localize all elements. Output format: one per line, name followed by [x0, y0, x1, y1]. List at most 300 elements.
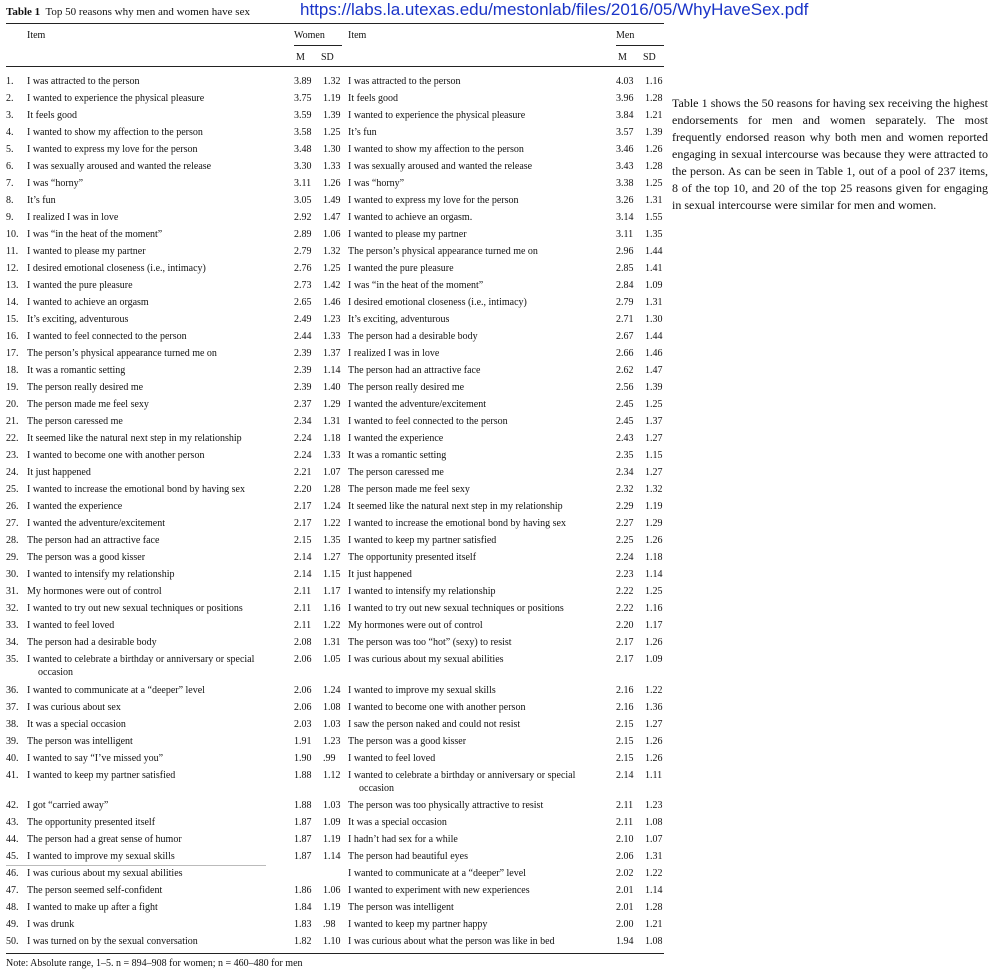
- women-mean: 2.73: [294, 280, 312, 291]
- row-number: 1.: [6, 76, 14, 87]
- men-mean: 2.00: [616, 919, 634, 930]
- men-mean: 3.96: [616, 93, 634, 104]
- women-sd: 1.23: [323, 314, 341, 325]
- women-mean: 3.75: [294, 93, 312, 104]
- men-mean: 2.15: [616, 719, 634, 730]
- men-mean: 1.94: [616, 936, 634, 947]
- men-reason: I was curious about my sexual abilities: [348, 654, 504, 665]
- women-reason: The person was intelligent: [27, 736, 133, 747]
- women-sd: 1.33: [323, 331, 341, 342]
- men-reason: I wanted to express my love for the person: [348, 195, 519, 206]
- women-mean: 1.87: [294, 851, 312, 862]
- women-mean: 2.17: [294, 518, 312, 529]
- women-sd: 1.17: [323, 586, 341, 597]
- men-mean: 3.14: [616, 212, 634, 223]
- men-reason: I wanted to keep my partner happy: [348, 919, 488, 930]
- men-reason: I was “in the heat of the moment”: [348, 280, 484, 291]
- men-sd: 1.21: [645, 919, 663, 930]
- women-sd: 1.25: [323, 127, 341, 138]
- men-mean: 2.11: [616, 800, 634, 811]
- row-number: 2.: [6, 93, 14, 104]
- row-number: 44.: [6, 834, 19, 845]
- men-mean: 3.11: [616, 229, 634, 240]
- men-reason: It just happened: [348, 569, 412, 580]
- row-number: 23.: [6, 450, 19, 461]
- men-reason: I wanted the pure pleasure: [348, 263, 454, 274]
- women-sd: 1.39: [323, 110, 341, 121]
- men-mean: 2.25: [616, 535, 634, 546]
- men-mean: 2.84: [616, 280, 634, 291]
- women-mean: 2.39: [294, 365, 312, 376]
- row-number: 4.: [6, 127, 14, 138]
- women-reason: I was sexually aroused and wanted the release: [27, 161, 212, 172]
- men-sd: 1.27: [645, 433, 663, 444]
- row-number: 9.: [6, 212, 14, 223]
- men-mean: 3.38: [616, 178, 634, 189]
- women-sd: 1.22: [323, 518, 341, 529]
- men-sd: 1.09: [645, 654, 663, 665]
- header-men: Men: [616, 30, 635, 41]
- women-mean: 2.06: [294, 702, 312, 713]
- men-reason: It was a special occasion: [348, 817, 447, 828]
- men-reason-continued: occasion: [359, 783, 394, 794]
- row-number: 18.: [6, 365, 19, 376]
- women-reason: I wanted to show my affection to the person: [27, 127, 203, 138]
- men-reason: I wanted the adventure/excitement: [348, 399, 486, 410]
- women-reason: I got “carried away”: [27, 800, 109, 811]
- women-reason: The person had a desirable body: [27, 637, 157, 648]
- women-reason: The person caressed me: [27, 416, 123, 427]
- women-mean: 2.06: [294, 685, 312, 696]
- men-mean: 3.46: [616, 144, 634, 155]
- table-title: Top 50 reasons why men and women have sex: [45, 6, 250, 18]
- men-reason: The person had a desirable body: [348, 331, 478, 342]
- men-reason: I wanted to keep my partner satisfied: [348, 535, 497, 546]
- men-mean: 2.45: [616, 399, 634, 410]
- women-sd: 1.31: [323, 416, 341, 427]
- women-mean: 1.91: [294, 736, 312, 747]
- men-reason: I wanted to become one with another person: [348, 702, 526, 713]
- men-sd: 1.21: [645, 110, 663, 121]
- men-sd: 1.14: [645, 885, 663, 896]
- women-reason: I wanted to celebrate a birthday or anniversary or special: [27, 654, 255, 665]
- women-header-rule: [294, 45, 342, 46]
- women-reason: I desired emotional closeness (i.e., intimacy): [27, 263, 206, 274]
- men-sd: 1.29: [645, 518, 663, 529]
- row-number: 49.: [6, 919, 19, 930]
- women-sd: 1.42: [323, 280, 341, 291]
- row-number: 19.: [6, 382, 19, 393]
- women-sd: 1.31: [323, 637, 341, 648]
- women-reason: It was a special occasion: [27, 719, 126, 730]
- source-url-link[interactable]: https://labs.la.utexas.edu/mestonlab/files/2016/05/WhyHaveSex.pdf: [300, 0, 809, 19]
- men-mean: 2.24: [616, 552, 634, 563]
- men-sd: 1.28: [645, 161, 663, 172]
- men-sd: 1.26: [645, 144, 663, 155]
- women-mean: 1.87: [294, 817, 312, 828]
- women-mean: 2.24: [294, 433, 312, 444]
- men-sd: 1.31: [645, 851, 663, 862]
- women-reason: The person had a great sense of humor: [27, 834, 182, 845]
- women-sd: 1.03: [323, 800, 341, 811]
- women-mean: 1.87: [294, 834, 312, 845]
- women-reason: I wanted to keep my partner satisfied: [27, 770, 176, 781]
- men-sd: 1.55: [645, 212, 663, 223]
- men-reason: The person was intelligent: [348, 902, 454, 913]
- row-number: 27.: [6, 518, 19, 529]
- men-sd: 1.19: [645, 501, 663, 512]
- men-sd: 1.37: [645, 416, 663, 427]
- men-mean: 2.14: [616, 770, 634, 781]
- row-number: 35.: [6, 654, 19, 665]
- row-number: 16.: [6, 331, 19, 342]
- women-mean: 3.48: [294, 144, 312, 155]
- men-sd: 1.08: [645, 817, 663, 828]
- men-sd: 1.41: [645, 263, 663, 274]
- women-reason: I wanted to become one with another person: [27, 450, 205, 461]
- women-mean: 1.83: [294, 919, 312, 930]
- women-reason: The person really desired me: [27, 382, 144, 393]
- men-reason: The person was too physically attractive to resist: [348, 800, 544, 811]
- women-reason: The opportunity presented itself: [27, 817, 156, 828]
- women-reason: I realized I was in love: [27, 212, 119, 223]
- row-number: 39.: [6, 736, 19, 747]
- women-mean: 2.49: [294, 314, 312, 325]
- row-number: 50.: [6, 936, 19, 947]
- women-reason: I wanted to try out new sexual techniques or positions: [27, 603, 243, 614]
- men-mean: 2.79: [616, 297, 634, 308]
- women-sd: 1.19: [323, 834, 341, 845]
- men-mean: 2.34: [616, 467, 634, 478]
- women-reason: I wanted to experience the physical pleasure: [27, 93, 205, 104]
- women-mean: 2.34: [294, 416, 312, 427]
- men-mean: 2.11: [616, 817, 634, 828]
- women-mean: 2.17: [294, 501, 312, 512]
- men-reason: I realized I was in love: [348, 348, 440, 359]
- men-header-rule: [616, 45, 664, 46]
- women-mean: 2.44: [294, 331, 312, 342]
- men-sd: 1.28: [645, 93, 663, 104]
- header-men-sd: SD: [643, 52, 656, 63]
- women-mean: 1.86: [294, 885, 312, 896]
- men-reason: I wanted to achieve an orgasm.: [348, 212, 473, 223]
- women-sd: 1.03: [323, 719, 341, 730]
- women-reason: I was curious about sex: [27, 702, 121, 713]
- men-sd: 1.22: [645, 868, 663, 879]
- row-number: 33.: [6, 620, 19, 631]
- row-number: 22.: [6, 433, 19, 444]
- men-sd: 1.11: [645, 770, 663, 781]
- women-mean: 2.06: [294, 654, 312, 665]
- women-sd: 1.18: [323, 433, 341, 444]
- women-mean: 1.82: [294, 936, 312, 947]
- women-reason: I was “horny”: [27, 178, 84, 189]
- row-number: 6.: [6, 161, 14, 172]
- row-number: 30.: [6, 569, 19, 580]
- row-number: 10.: [6, 229, 19, 240]
- women-sd: 1.08: [323, 702, 341, 713]
- men-mean: 2.22: [616, 603, 634, 614]
- row-number: 47.: [6, 885, 19, 896]
- men-reason: I wanted to intensify my relationship: [348, 586, 496, 597]
- row-number: 40.: [6, 753, 19, 764]
- women-sd: 1.32: [323, 76, 341, 87]
- women-sd: 1.24: [323, 501, 341, 512]
- men-sd: 1.16: [645, 76, 663, 87]
- women-sd: 1.25: [323, 263, 341, 274]
- men-reason: The person made me feel sexy: [348, 484, 470, 495]
- women-sd: 1.32: [323, 246, 341, 257]
- men-reason: I wanted to celebrate a birthday or anniversary or special: [348, 770, 576, 781]
- women-mean: 2.11: [294, 620, 312, 631]
- men-sd: 1.31: [645, 297, 663, 308]
- men-sd: 1.32: [645, 484, 663, 495]
- women-reason: It seemed like the natural next step in my relationship: [27, 433, 242, 444]
- row-number: 48.: [6, 902, 19, 913]
- women-mean: 2.14: [294, 569, 312, 580]
- women-reason: I wanted to communicate at a “deeper” level: [27, 685, 205, 696]
- women-mean: 2.03: [294, 719, 312, 730]
- men-reason: The person had an attractive face: [348, 365, 481, 376]
- men-reason: I wanted to improve my sexual skills: [348, 685, 496, 696]
- header-item-left: Item: [27, 30, 46, 41]
- men-reason: I wanted to try out new sexual techniques or positions: [348, 603, 564, 614]
- row-number: 20.: [6, 399, 19, 410]
- men-sd: 1.46: [645, 348, 663, 359]
- header-women: Women: [294, 30, 325, 41]
- men-reason: I was attracted to the person: [348, 76, 461, 87]
- men-mean: 2.15: [616, 753, 634, 764]
- women-mean: 1.88: [294, 770, 312, 781]
- women-mean: 3.58: [294, 127, 312, 138]
- women-reason: I wanted to achieve an orgasm: [27, 297, 149, 308]
- row-number: 8.: [6, 195, 14, 206]
- women-mean: 2.39: [294, 348, 312, 359]
- women-reason: I wanted the pure pleasure: [27, 280, 133, 291]
- women-reason: I was curious about my sexual abilities: [27, 868, 183, 879]
- women-sd: 1.49: [323, 195, 341, 206]
- women-reason: The person made me feel sexy: [27, 399, 149, 410]
- women-reason: It feels good: [27, 110, 77, 121]
- women-reason: I wanted to feel connected to the person: [27, 331, 187, 342]
- row-number: 7.: [6, 178, 14, 189]
- men-mean: 2.17: [616, 654, 634, 665]
- women-sd: 1.28: [323, 484, 341, 495]
- row-number: 5.: [6, 144, 14, 155]
- row-number: 25.: [6, 484, 19, 495]
- women-sd: 1.10: [323, 936, 341, 947]
- women-reason: I wanted to say “I’ve missed you”: [27, 753, 164, 764]
- men-mean: 3.84: [616, 110, 634, 121]
- header-men-m: M: [618, 52, 627, 63]
- women-sd: 1.06: [323, 229, 341, 240]
- men-reason: I wanted to increase the emotional bond by having sex: [348, 518, 566, 529]
- men-reason: I wanted to feel connected to the person: [348, 416, 508, 427]
- row-number: 24.: [6, 467, 19, 478]
- women-reason: I wanted to improve my sexual skills: [27, 851, 175, 862]
- men-sd: 1.07: [645, 834, 663, 845]
- men-sd: 1.25: [645, 399, 663, 410]
- women-reason: I wanted to express my love for the person: [27, 144, 198, 155]
- men-sd: 1.26: [645, 753, 663, 764]
- men-sd: 1.25: [645, 178, 663, 189]
- men-reason: It feels good: [348, 93, 398, 104]
- men-sd: 1.08: [645, 936, 663, 947]
- men-reason: I saw the person naked and could not resist: [348, 719, 521, 730]
- men-sd: 1.30: [645, 314, 663, 325]
- row-number: 34.: [6, 637, 19, 648]
- men-mean: 4.03: [616, 76, 634, 87]
- row-number: 32.: [6, 603, 19, 614]
- men-sd: 1.28: [645, 902, 663, 913]
- women-mean: 2.20: [294, 484, 312, 495]
- women-sd: 1.19: [323, 902, 341, 913]
- bottom-rule: [6, 953, 664, 954]
- women-mean: 3.11: [294, 178, 312, 189]
- women-sd: 1.07: [323, 467, 341, 478]
- women-reason: I wanted the experience: [27, 501, 123, 512]
- women-mean: 3.30: [294, 161, 312, 172]
- women-sd: 1.29: [323, 399, 341, 410]
- men-mean: 2.06: [616, 851, 634, 862]
- row-number: 13.: [6, 280, 19, 291]
- women-sd: .99: [323, 753, 336, 764]
- men-mean: 3.26: [616, 195, 634, 206]
- men-mean: 2.62: [616, 365, 634, 376]
- women-sd: 1.23: [323, 736, 341, 747]
- men-reason: The person had beautiful eyes: [348, 851, 468, 862]
- men-mean: 2.16: [616, 685, 634, 696]
- row-number: 17.: [6, 348, 19, 359]
- men-sd: 1.27: [645, 719, 663, 730]
- row-number: 45.: [6, 851, 19, 862]
- men-reason: I wanted the experience: [348, 433, 444, 444]
- women-reason: I wanted the adventure/excitement: [27, 518, 165, 529]
- men-reason: The person was a good kisser: [348, 736, 467, 747]
- men-sd: 1.47: [645, 365, 663, 376]
- women-reason: It was a romantic setting: [27, 365, 126, 376]
- men-reason: I wanted to please my partner: [348, 229, 467, 240]
- row-number: 37.: [6, 702, 19, 713]
- women-mean: 2.14: [294, 552, 312, 563]
- women-mean: 3.59: [294, 110, 312, 121]
- header-item-right: Item: [348, 30, 367, 41]
- women-reason: I wanted to make up after a fight: [27, 902, 158, 913]
- women-sd: 1.09: [323, 817, 341, 828]
- women-sd: 1.26: [323, 178, 341, 189]
- women-sd: 1.16: [323, 603, 341, 614]
- table-label: Table 1: [6, 6, 41, 18]
- body-paragraph: Table 1 shows the 50 reasons for having sex receiving the highest endorsements for men and women separately. The most frequently endorsed reason why both men and women reported engaging in sexual intercourse was because they were attracted to the person. As can be seen in Table 1, out of a pool of 237 items, 8 of the top 10, and 20 of the top 25 reasons given for engaging in sexual intercourse were similar for men and women.: [672, 96, 988, 212]
- women-reason: I wanted to increase the emotional bond by having sex: [27, 484, 245, 495]
- women-mean: 2.89: [294, 229, 312, 240]
- row-number: 46.: [6, 868, 19, 879]
- women-sd: 1.14: [323, 851, 341, 862]
- scan-line: [6, 865, 266, 866]
- women-mean: 1.90: [294, 753, 312, 764]
- men-sd: 1.25: [645, 586, 663, 597]
- women-mean: 2.79: [294, 246, 312, 257]
- women-sd: 1.33: [323, 161, 341, 172]
- men-sd: 1.26: [645, 535, 663, 546]
- men-sd: 1.44: [645, 331, 663, 342]
- women-mean: 2.92: [294, 212, 312, 223]
- men-sd: 1.39: [645, 127, 663, 138]
- women-sd: 1.35: [323, 535, 341, 546]
- men-reason: It seemed like the natural next step in my relationship: [348, 501, 563, 512]
- row-number: 12.: [6, 263, 19, 274]
- women-sd: 1.14: [323, 365, 341, 376]
- men-mean: 2.32: [616, 484, 634, 495]
- men-mean: 2.71: [616, 314, 634, 325]
- men-sd: 1.26: [645, 736, 663, 747]
- men-mean: 2.45: [616, 416, 634, 427]
- women-sd: 1.05: [323, 654, 341, 665]
- men-mean: 2.01: [616, 902, 634, 913]
- men-sd: 1.36: [645, 702, 663, 713]
- men-mean: 2.16: [616, 702, 634, 713]
- women-reason: I wanted to intensify my relationship: [27, 569, 175, 580]
- men-reason: It was a romantic setting: [348, 450, 447, 461]
- men-mean: 2.23: [616, 569, 634, 580]
- women-mean: 2.21: [294, 467, 312, 478]
- women-reason: It’s fun: [27, 195, 56, 206]
- men-mean: 2.20: [616, 620, 634, 631]
- men-reason: The person was too “hot” (sexy) to resist: [348, 637, 512, 648]
- men-reason: I wanted to feel loved: [348, 753, 436, 764]
- men-reason: I wanted to show my affection to the person: [348, 144, 524, 155]
- men-reason: I wanted to experience the physical pleasure: [348, 110, 526, 121]
- men-sd: 1.27: [645, 467, 663, 478]
- women-mean: 2.11: [294, 586, 312, 597]
- men-reason: My hormones were out of control: [348, 620, 483, 631]
- header-women-m: M: [296, 52, 305, 63]
- row-number: 38.: [6, 719, 19, 730]
- row-number: 29.: [6, 552, 19, 563]
- men-mean: 2.17: [616, 637, 634, 648]
- women-reason: I was turned on by the sexual conversation: [27, 936, 198, 947]
- men-sd: 1.18: [645, 552, 663, 563]
- men-mean: 2.56: [616, 382, 634, 393]
- women-sd: .98: [323, 919, 336, 930]
- women-mean: 2.65: [294, 297, 312, 308]
- women-sd: 1.24: [323, 685, 341, 696]
- men-mean: 2.27: [616, 518, 634, 529]
- men-mean: 2.22: [616, 586, 634, 597]
- women-sd: 1.12: [323, 770, 341, 781]
- women-reason: The person was a good kisser: [27, 552, 146, 563]
- women-mean: 3.89: [294, 76, 312, 87]
- women-sd: 1.27: [323, 552, 341, 563]
- men-reason: I wanted to experiment with new experiences: [348, 885, 530, 896]
- row-number: 14.: [6, 297, 19, 308]
- women-mean: 1.84: [294, 902, 312, 913]
- women-reason: The person seemed self-confident: [27, 885, 163, 896]
- women-reason: It just happened: [27, 467, 91, 478]
- men-reason: I hadn’t had sex for a while: [348, 834, 458, 845]
- men-reason: I wanted to communicate at a “deeper” level: [348, 868, 526, 879]
- men-sd: 1.22: [645, 685, 663, 696]
- women-reason: I was drunk: [27, 919, 75, 930]
- men-reason: The person caressed me: [348, 467, 444, 478]
- men-sd: 1.44: [645, 246, 663, 257]
- table-caption: [6, 6, 250, 18]
- row-number: 15.: [6, 314, 19, 325]
- women-reason-continued: occasion: [38, 667, 73, 678]
- men-mean: 2.66: [616, 348, 634, 359]
- women-reason: I wanted to please my partner: [27, 246, 146, 257]
- women-mean: 2.24: [294, 450, 312, 461]
